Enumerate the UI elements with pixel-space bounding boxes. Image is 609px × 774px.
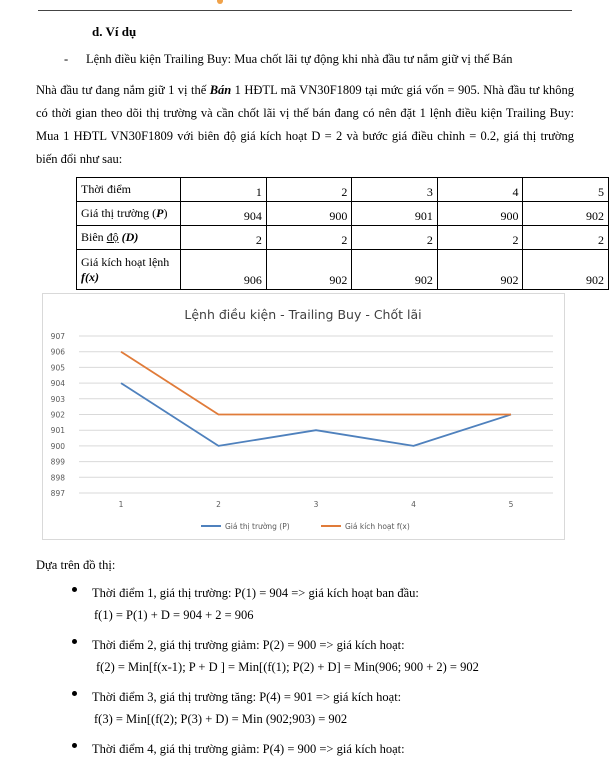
bullet-dot (72, 639, 77, 644)
intro-bullet-text: Lệnh điều kiện Trailing Buy: Mua chốt lãi tự động khi nhà đầu tư nắm giữ vị thế Bán (86, 52, 513, 66)
chart-svg (43, 294, 564, 539)
paragraph-part-1: Nhà đầu tư đang nắm giữ 1 vị thế (36, 83, 210, 97)
table-cell: 900 (266, 202, 352, 226)
x-tick-label: 3 (313, 500, 319, 509)
y-tick-label: 901 (50, 426, 65, 436)
dash-bullet: - (64, 52, 69, 66)
bullet-dot (72, 691, 77, 696)
table-cell: 2 (523, 226, 609, 250)
step-formula: f(3) = Min[(f(2); P(3) + D) = Min (902;903) = 902 (94, 712, 348, 726)
x-tick-label: 4 (411, 500, 416, 509)
y-tick-label: 907 (50, 332, 65, 341)
table-cell: 901 (352, 202, 438, 226)
y-tick-label: 898 (50, 473, 65, 483)
table-cell: 2 (352, 226, 438, 250)
list-item (70, 634, 580, 678)
table-cell: 1 (181, 178, 267, 202)
table-cell: 902 (437, 250, 523, 290)
y-tick-label: 904 (50, 379, 65, 389)
step-list (70, 582, 580, 760)
table-cell: 902 (523, 202, 609, 226)
table-row-label: Giá kích hoạt lệnh f(x) (77, 250, 181, 290)
bullet-dot (72, 587, 77, 592)
y-tick-label: 899 (50, 457, 65, 467)
y-tick-label: 905 (50, 363, 65, 373)
table-cell: 906 (181, 250, 267, 290)
y-tick-label: 897 (50, 489, 65, 498)
table-row (77, 178, 609, 202)
paragraph-bold-word: Bán (209, 83, 232, 97)
table-row-label: Thời điểm (77, 178, 181, 202)
table-cell: 3 (352, 178, 438, 202)
y-tick-label: 902 (50, 410, 65, 420)
list-item (70, 738, 580, 760)
table-cell: 902 (523, 250, 609, 290)
table-row (77, 226, 609, 250)
table-cell: 2 (266, 226, 352, 250)
table-cell: 902 (352, 250, 438, 290)
y-tick-label: 900 (50, 441, 65, 451)
table-cell: 2 (266, 178, 352, 202)
step-formula: f(1) = P(1) + D = 904 + 2 = 906 (94, 608, 254, 622)
price-table (76, 177, 609, 290)
chart-intro-text: Dựa trên đồ thị: (36, 558, 116, 572)
table-cell: 2 (437, 226, 523, 250)
table-row (77, 250, 609, 290)
step-line: Thời điểm 2, giá thị trường giảm: P(2) = 900 => giá kích hoạt: (92, 638, 405, 652)
step-line: Thời điểm 4, giá thị trường giảm: P(4) = 900 => giá kích hoạt: (92, 742, 405, 756)
table-cell: 5 (523, 178, 609, 202)
paragraph-part-2: 1 HĐTL mã VN30F1809 tại mức giá vốn = 905. Nhà đầu tư không có thời gian theo dõi thị trường và cần chốt lãi vị thế bán đang có nên đặt 1 lệnh điều kiện Trailing Buy: Mua 1 HĐTL VN30F1809 với biên độ giá kích hoạt D = 2 và bước giá điều chỉnh = 0.2, giá thị trường biến đổi như sau: (36, 83, 574, 166)
chart-title: Lệnh điều kiện - Trailing Buy - Chốt lãi (184, 307, 422, 322)
y-tick-label: 903 (50, 394, 65, 404)
table-cell: 902 (266, 250, 352, 290)
table-cell: 904 (181, 202, 267, 226)
table-row-label: Biên độ (D) (77, 226, 181, 250)
top-marker (217, 0, 223, 4)
table-cell: 2 (181, 226, 267, 250)
intro-bullet (64, 52, 513, 67)
x-tick-label: 1 (118, 500, 124, 509)
bullet-dot (72, 743, 77, 748)
legend-label: Giá kích hoạt f(x) (345, 522, 410, 531)
table-row (77, 202, 609, 226)
trailing-buy-chart (42, 293, 565, 540)
step-line: Thời điểm 3, giá thị trường tăng: P(4) = 901 => giá kích hoạt: (92, 690, 402, 704)
list-item (70, 686, 580, 730)
list-item (70, 582, 580, 626)
table-row-label: Giá thị trường (P) (77, 202, 181, 226)
y-tick-label: 906 (50, 347, 65, 357)
table-cell: 4 (437, 178, 523, 202)
step-line: Thời điểm 1, giá thị trường: P(1) = 904 => giá kích hoạt ban đầu: (92, 586, 419, 600)
table-cell: 900 (437, 202, 523, 226)
x-tick-label: 2 (216, 500, 221, 509)
step-formula: f(2) = Min[f(x-1); P + D ] = Min[(f(1); P(2) + D] = Min(906; 900 + 2) = 902 (96, 660, 479, 674)
legend-label: Giá thị trường (P) (225, 522, 290, 531)
section-heading: d. Ví dụ (92, 24, 137, 39)
top-rule (38, 10, 572, 11)
intro-paragraph (36, 79, 574, 171)
x-tick-label: 5 (508, 500, 514, 509)
